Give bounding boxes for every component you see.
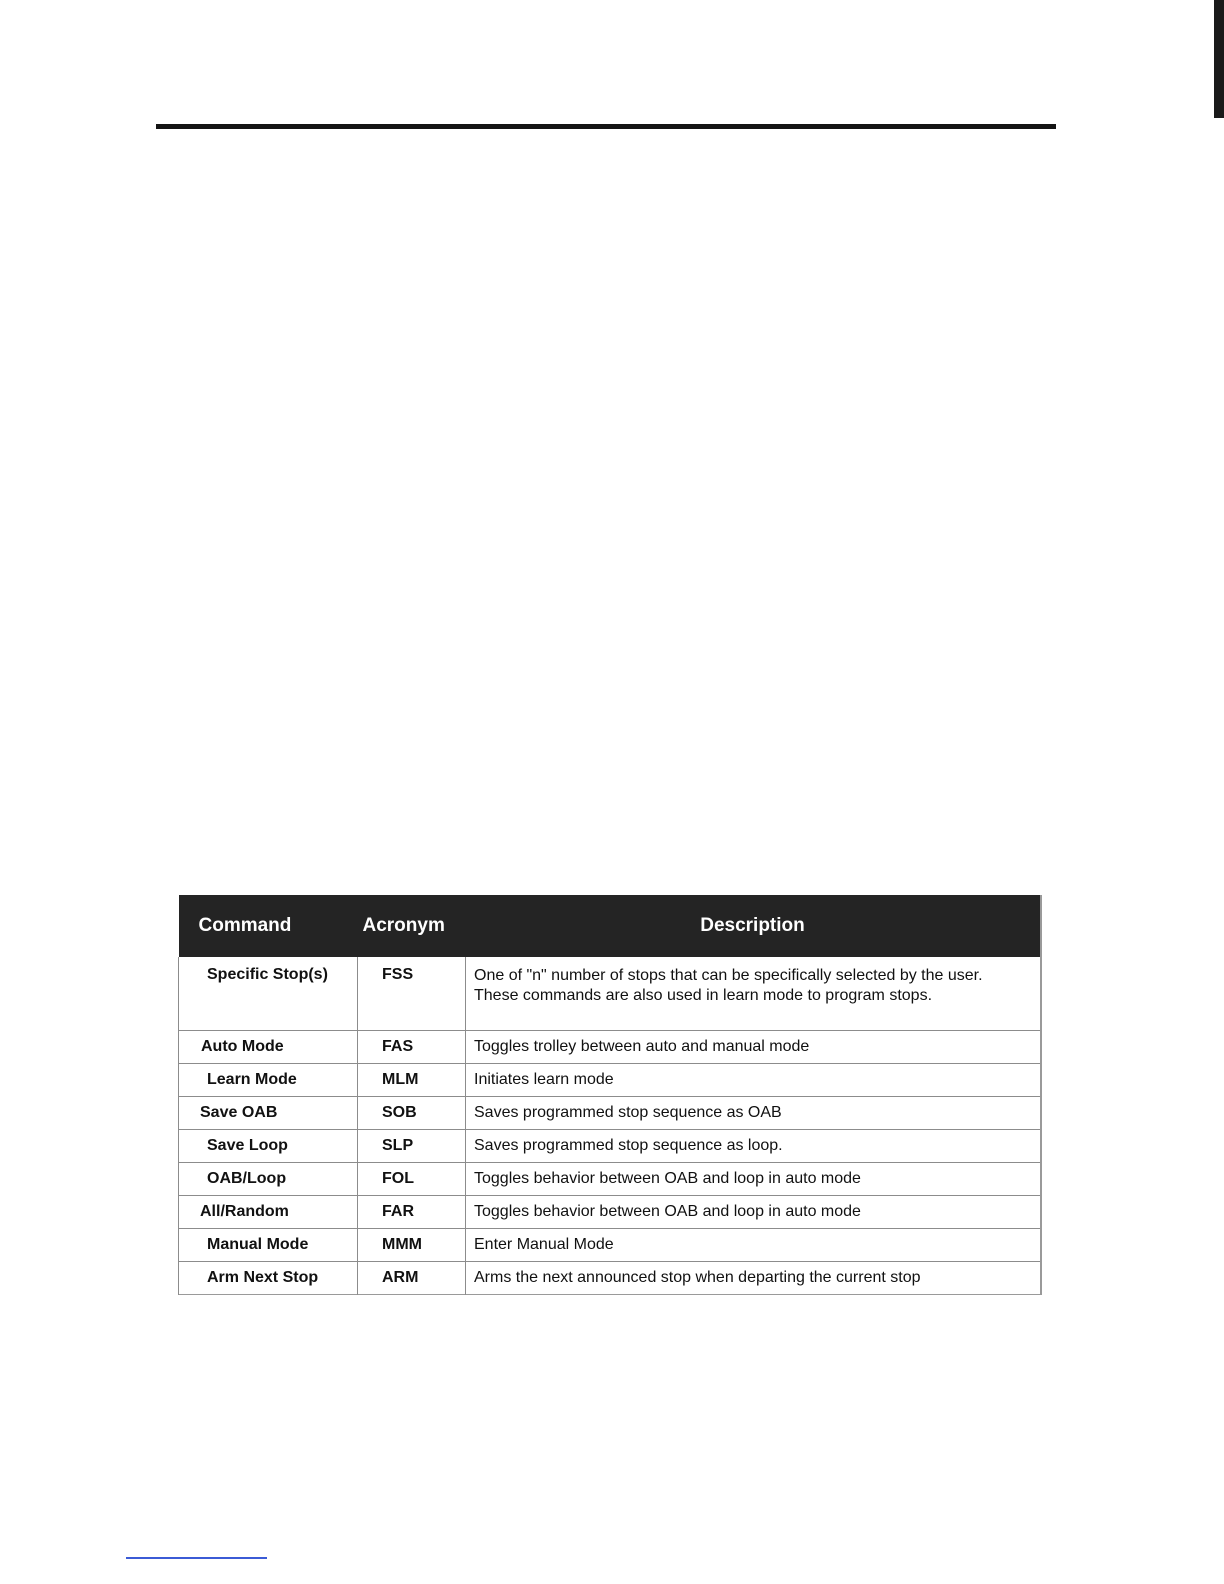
command-cell: Save Loop — [179, 1130, 358, 1163]
header-description: Description — [466, 895, 1041, 957]
table-row — [179, 1130, 1041, 1163]
acronym-cell: ARM — [358, 1262, 466, 1295]
table-body — [179, 957, 1041, 1295]
acronym-cell: MMM — [358, 1229, 466, 1262]
header-rule — [156, 124, 1056, 129]
table-row — [179, 1196, 1041, 1229]
command-cell: Auto Mode — [179, 1031, 358, 1064]
acronym-cell: FSS — [358, 957, 466, 1031]
command-cell: Specific Stop(s) — [179, 957, 358, 1031]
acronym-cell: FOL — [358, 1163, 466, 1196]
description-cell: Saves programmed stop sequence as OAB — [466, 1097, 1041, 1130]
command-cell: Manual Mode — [179, 1229, 358, 1262]
command-table — [178, 895, 1042, 1295]
description-cell: Toggles trolley between auto and manual mode — [466, 1031, 1041, 1064]
description-cell: Arms the next announced stop when departing the current stop — [466, 1262, 1041, 1295]
command-cell: OAB/Loop — [179, 1163, 358, 1196]
command-cell: Learn Mode — [179, 1064, 358, 1097]
acronym-cell: MLM — [358, 1064, 466, 1097]
description-cell: Saves programmed stop sequence as loop. — [466, 1130, 1041, 1163]
table-header — [179, 895, 1041, 957]
acronym-cell: FAS — [358, 1031, 466, 1064]
table-row — [179, 1064, 1041, 1097]
header-command: Command — [179, 895, 358, 957]
table-row — [179, 957, 1041, 1031]
table-row — [179, 1229, 1041, 1262]
description-line: These commands are also used in learn mode to program stops. — [474, 987, 933, 1004]
description-cell: Enter Manual Mode — [466, 1229, 1041, 1262]
description-cell: Toggles behavior between OAB and loop in auto mode — [466, 1196, 1041, 1229]
page-edge-tab — [1214, 0, 1224, 118]
header-row — [179, 895, 1041, 957]
acronym-cell: SOB — [358, 1097, 466, 1130]
command-cell: Arm Next Stop — [179, 1262, 358, 1295]
description-cell: Initiates learn mode — [466, 1064, 1041, 1097]
footer-link-underline[interactable] — [126, 1557, 267, 1559]
table-row — [179, 1163, 1041, 1196]
table-row — [179, 1262, 1041, 1295]
header-acronym: Acronym — [358, 895, 466, 957]
command-cell: All/Random — [179, 1196, 358, 1229]
table-row — [179, 1097, 1041, 1130]
description-cell — [466, 957, 1041, 1031]
description-cell: Toggles behavior between OAB and loop in auto mode — [466, 1163, 1041, 1196]
acronym-cell: SLP — [358, 1130, 466, 1163]
command-cell: Save OAB — [179, 1097, 358, 1130]
acronym-cell: FAR — [358, 1196, 466, 1229]
table-row — [179, 1031, 1041, 1064]
description-line: One of "n" number of stops that can be specifically selected by the user. — [474, 967, 983, 984]
